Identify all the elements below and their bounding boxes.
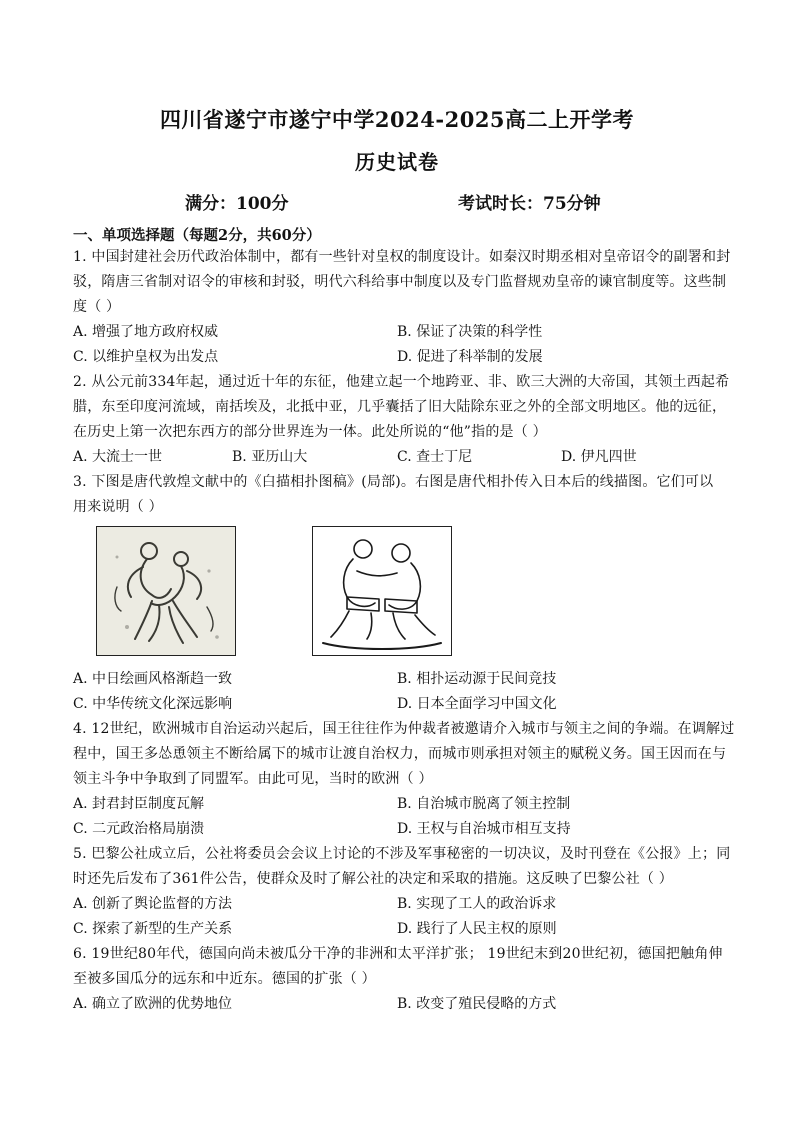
q5-option-c: C. 探索了新型的生产关系 [73,921,233,937]
q3-option-c: C. 中华传统文化深远影响 [73,696,233,712]
q4-stem-line: 领主斗争中争取到了同盟军。由此可见，当时的欧洲（ ） [73,771,433,787]
tang-sumo-sketch-drawing [97,527,235,655]
q2-option-a: A. 大流士一世 [73,449,163,465]
q3-option-a: A. 中日绘画风格渐趋一致 [73,671,233,687]
japan-sumo-line-drawing [313,527,451,655]
q1-option-d: D. 促进了科举制的发展 [397,349,543,365]
q2-option-c: C. 查士丁尼 [397,449,473,465]
q3-stem-line: 3. 下图是唐代敦煌文献中的《白描相扑图稿》(局部)。右图是唐代相扑传入日本后的线描图。它们可以 [73,474,714,490]
tang-sumo-sketch-image [96,526,236,656]
exam-duration: 考试时长：75分钟 [458,194,601,214]
q5-stem-line: 5. 巴黎公社成立后，公社将委员会会议上讨论的不涉及军事秘密的一切决议，及时刊登在《公报》上；同 [73,846,731,862]
q4-option-a: A. 封君封臣制度瓦解 [73,796,205,812]
q5-option-a: A. 创新了舆论监督的方法 [73,896,233,912]
q5-option-d: D. 践行了人民主权的原则 [397,921,557,937]
q2-option-b: B. 亚历山大 [232,449,308,465]
q3-option-d: D. 日本全面学习中国文化 [397,696,557,712]
q6-option-a: A. 确立了欧洲的优势地位 [73,996,233,1012]
q2-option-d: D. 伊凡四世 [561,449,637,465]
q1-stem-line: 1. 中国封建社会历代政治体制中，都有一些针对皇权的制度设计。如秦汉时期丞相对皇帝诏令的副署和封 [73,249,731,265]
q1-option-c: C. 以维护皇权为出发点 [73,349,219,365]
q4-stem-line: 程中，国王多怂恿领主不断给属下的城市让渡自治权力，而城市则承担对领主的赋税义务。国王因而在与 [73,746,727,762]
q6-stem-line: 6. 19世纪80年代，德国向尚未被瓜分干净的非洲和太平洋扩张； 19世纪末到20世纪初，德国把触角伸 [73,946,723,962]
q4-option-d: D. 王权与自治城市相互支持 [397,821,571,837]
q2-stem-line: 2. 从公元前334年起，通过近十年的东征，他建立起一个地跨亚、非、欧三大洲的大帝国，其领土西起希 [73,374,730,390]
q4-stem-line: 4. 12世纪，欧洲城市自治运动兴起后，国王往往作为仲裁者被邀请介入城市与领主之间的争端。在调解过 [73,721,735,737]
q2-stem-line: 在历史上第一次把东西方的部分世界连为一体。此处所说的“他”指的是（ ） [73,424,547,440]
full-score: 满分：100分 [185,194,289,214]
exam-title: 四川省遂宁市遂宁中学2024-2025高二上开学考 [159,107,635,132]
q3-stem-line: 用来说明（ ） [73,499,163,515]
q1-option-b: B. 保证了决策的科学性 [397,324,543,340]
q3-option-b: B. 相扑运动源于民间竞技 [397,671,557,687]
section-heading: 一、单项选择题（每题2分，共60分） [73,227,321,244]
q5-option-b: B. 实现了工人的政治诉求 [397,896,557,912]
q6-stem-line: 至被多国瓜分的远东和中近东。德国的扩张（ ） [73,971,376,987]
q1-stem-line: 度（ ） [73,299,121,315]
q6-option-b: B. 改变了殖民侵略的方式 [397,996,557,1012]
q1-stem-line: 驳，隋唐三省制对诏令的审核和封驳，明代六科给事中制度以及专门监督规劝皇帝的谏官制度等。这些制 [73,274,727,290]
q4-option-b: B. 自治城市脱离了领主控制 [397,796,571,812]
japan-sumo-line-drawing-image [312,526,452,656]
q1-option-a: A. 增强了地方政府权威 [73,324,219,340]
exam-subtitle: 历史试卷 [355,150,439,174]
q5-stem-line: 时还先后发布了361件公告，使群众及时了解公社的决定和采取的措施。这反映了巴黎公社（ ） [73,871,673,887]
q4-option-c: C. 二元政治格局崩溃 [73,821,205,837]
q2-stem-line: 腊，东至印度河流域，南括埃及，北抵中亚，几乎囊括了旧大陆除东亚之外的全部文明地区。他的远征， [73,399,727,415]
